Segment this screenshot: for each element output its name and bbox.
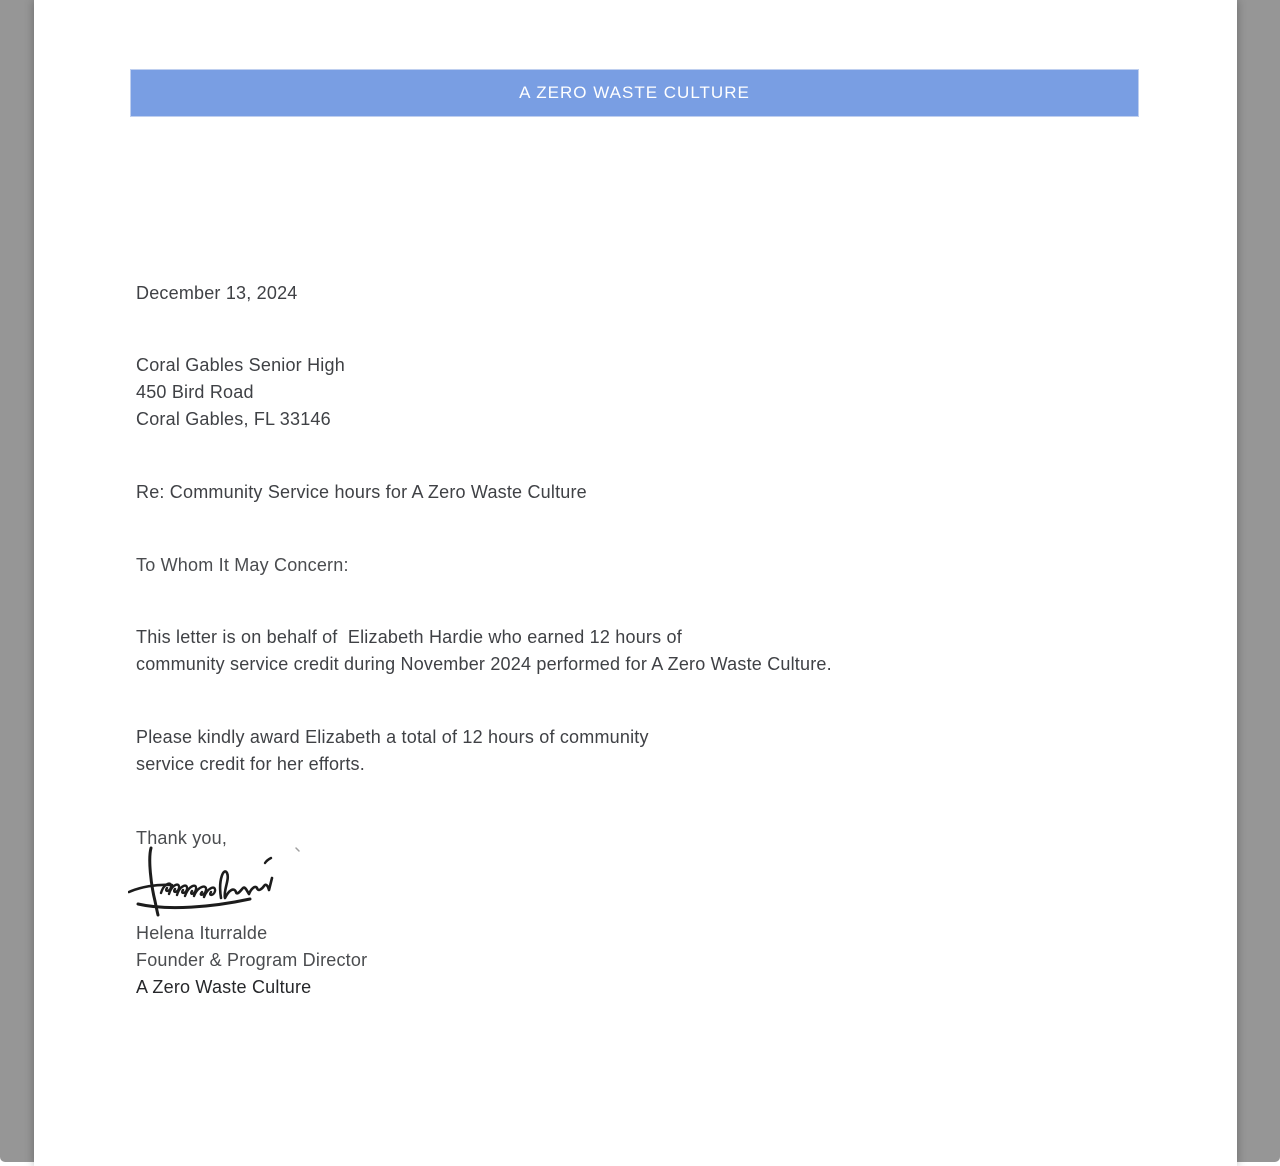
address-line-city: Coral Gables, FL 33146 [136,409,331,429]
handwritten-signature-icon [128,841,318,921]
signer-title: Founder & Program Director [136,950,368,970]
letter-page [34,0,1237,1166]
paragraph-line: Please kindly award Elizabeth a total of 12 hours of community [136,727,649,747]
address-line-street: 450 Bird Road [136,382,254,402]
body-paragraph-1 [136,624,832,678]
signature-block [136,920,367,1001]
signer-organization: A Zero Waste Culture [136,977,312,997]
body-paragraph-2 [136,724,649,778]
date-line: December 13, 2024 [136,283,298,303]
signer-name: Helena Iturralde [136,923,268,943]
closing-line: Thank you, [136,828,228,848]
paragraph-line: This letter is on behalf of Elizabeth Hardie who earned 12 hours of [136,627,682,647]
salutation-line: To Whom It May Concern: [136,555,349,575]
subject-line: Re: Community Service hours for A Zero Waste Culture [136,482,587,502]
banner-title: A ZERO WASTE CULTURE [519,83,750,102]
paragraph-line: service credit for her efforts. [136,754,365,774]
letterhead-banner [130,69,1139,117]
address-line-school: Coral Gables Senior High [136,355,345,375]
paragraph-line: community service credit during November 2024 performed for A Zero Waste Culture. [136,654,832,674]
recipient-address [136,352,345,433]
